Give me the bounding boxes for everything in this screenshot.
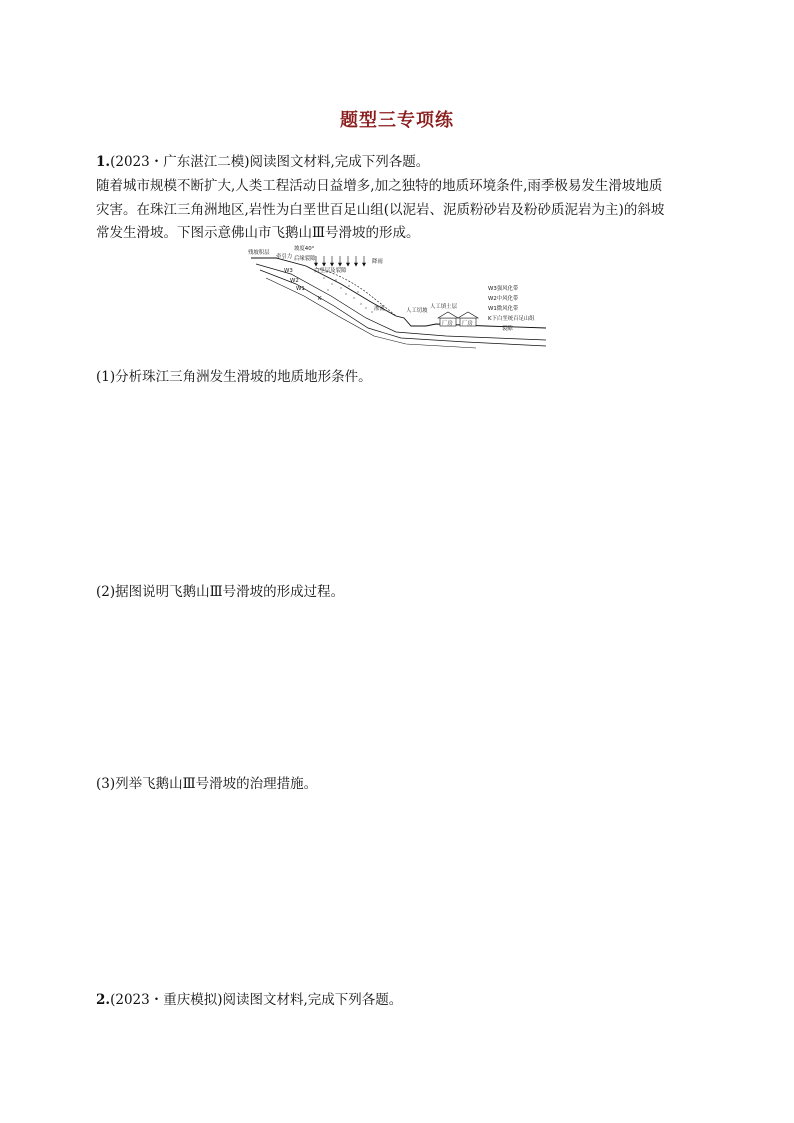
label-k: K (318, 296, 322, 302)
question-1-header (96, 150, 429, 170)
label-w1: W1 (296, 286, 305, 292)
page-title: 题型三专项练 (340, 110, 454, 131)
question-1-para-line-1: 随着城市规模不断扩大,人类工程活动日益增多,加之独特的地质环境条件,雨季极易发生滑坡地质 (96, 178, 663, 194)
label-w2: W2 (290, 278, 299, 284)
legend-item: 裂隙 (502, 326, 513, 332)
label-factory-1: 厂房 (442, 321, 453, 327)
rain-arrows (315, 256, 366, 266)
landslide-diagram (246, 244, 556, 350)
label-w3: W3 (284, 268, 293, 274)
diagram-legend (488, 284, 535, 332)
question-2-source: (2023・重庆模拟)阅读图文材料,完成下列各题。 (110, 992, 403, 1008)
label-crack: 后缘裂隙 (294, 256, 316, 262)
legend-item: W1微风化带 (488, 306, 519, 312)
question-1-sub-1: (1)分析珠江三角洲发生滑坡的地质地形条件。 (96, 369, 372, 385)
label-fill: 人工填土层 (430, 304, 457, 310)
label-seepage: 渗流 (374, 306, 385, 312)
legend-item: W2中风化带 (488, 296, 519, 302)
question-1-number: 1. (96, 154, 111, 170)
label-slope-angle: 坡度40° (294, 246, 315, 252)
label-rain: 降雨 (372, 259, 383, 265)
question-1-sub-2: (2)据图说明飞鹅山Ⅲ号滑坡的形成过程。 (96, 584, 345, 600)
label-factory-2: 厂房 (462, 321, 473, 327)
label-weak-rock: 白垩层及裂隙 (314, 268, 347, 274)
legend-item: K下白垩统百足山组 (488, 316, 535, 322)
label-cut-slope: 人工切坡 (406, 308, 428, 314)
question-1-sub-3: (3)列举飞鹅山Ⅲ号滑坡的治理措施。 (96, 776, 318, 792)
question-2-number: 2. (96, 992, 111, 1008)
question-2-header (96, 988, 402, 1008)
question-1-para-line-2: 灾害。在珠江三角洲地区,岩性为白垩世百足山组(以泥岩、泥质粉砂岩及粉砂质泥岩为主)的斜坡 (96, 202, 665, 218)
weathered-stipple (323, 277, 372, 312)
legend-item: W3强风化带 (488, 286, 519, 292)
label-traction: 牵引力 (276, 254, 293, 260)
label-residual: 残坡积层 (248, 250, 270, 256)
question-1-source: (2023・广东湛江二模)阅读图文材料,完成下列各题。 (110, 154, 430, 170)
question-1-para-line-3: 常发生滑坡。下图示意佛山市飞鹅山Ⅲ号滑坡的形成。 (96, 225, 420, 241)
